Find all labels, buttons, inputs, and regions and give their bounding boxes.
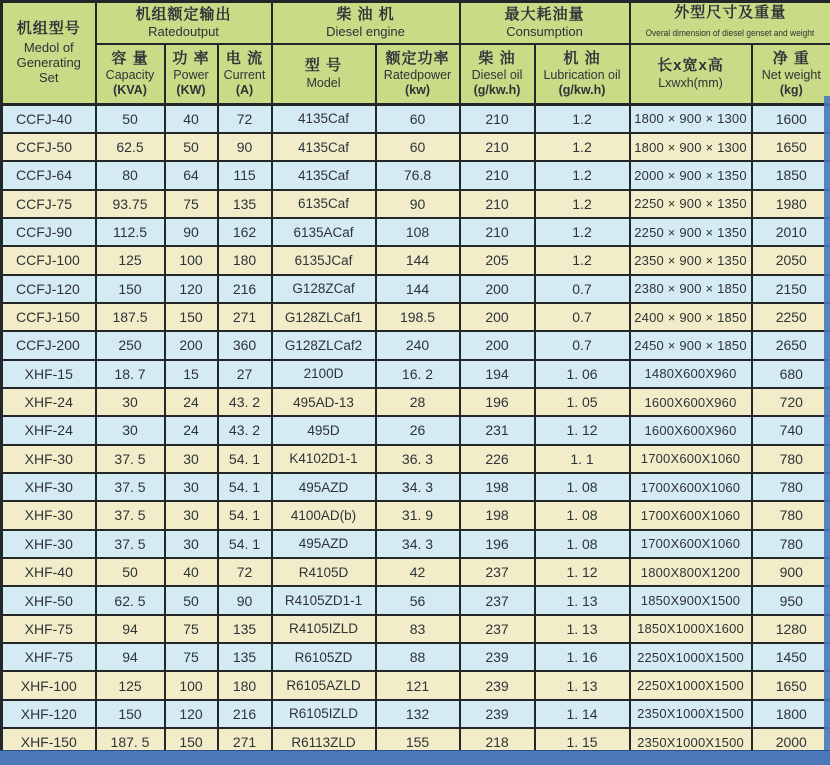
- group-ratedoutput-en: Ratedoutput: [148, 23, 219, 39]
- cell-capacity: 125: [96, 246, 165, 274]
- cell-weight: 2650: [752, 331, 830, 359]
- cell-diesel: 231: [460, 416, 535, 444]
- cell-ratedpower: 88: [376, 643, 460, 671]
- table-row: [2, 501, 830, 529]
- cell-power: 75: [165, 190, 218, 218]
- cell-weight: 1800: [752, 700, 830, 728]
- cell-weight: 1450: [752, 643, 830, 671]
- cell-current: 54. 1: [218, 445, 272, 473]
- cell-power: 24: [165, 416, 218, 444]
- cell-capacity: 94: [96, 615, 165, 643]
- header-capacity: 容 量 Capacity (KVA): [96, 44, 165, 105]
- cell-lube: 1. 06: [535, 360, 630, 388]
- cell-diesel: 239: [460, 700, 535, 728]
- cell-lube: 0.7: [535, 303, 630, 331]
- group-diesel-engine-en: Diesel engine: [326, 23, 405, 39]
- cell-model: XHF-30: [2, 530, 96, 558]
- cell-dims: 1700X600X1060: [630, 501, 752, 529]
- table-header: [2, 2, 830, 105]
- cell-lube: 0.7: [535, 275, 630, 303]
- cell-current: 135: [218, 615, 272, 643]
- cell-engine: G128ZLCaf2: [272, 331, 376, 359]
- cell-dims: 1700X600X1060: [630, 445, 752, 473]
- cell-current: 162: [218, 218, 272, 246]
- cell-dims: 2350X1000X1500: [630, 700, 752, 728]
- cell-lube: 1.2: [535, 218, 630, 246]
- table-row: [2, 360, 830, 388]
- cell-capacity: 50: [96, 105, 165, 133]
- cell-engine: R6105AZLD: [272, 671, 376, 699]
- cell-engine: 495D: [272, 416, 376, 444]
- cell-current: 115: [218, 161, 272, 189]
- cell-ratedpower: 16. 2: [376, 360, 460, 388]
- cell-lube: 1. 13: [535, 586, 630, 614]
- cell-dims: 1600X600X960: [630, 388, 752, 416]
- cell-dims: 1850X1000X1600: [630, 615, 752, 643]
- cell-dims: 2250X1000X1500: [630, 643, 752, 671]
- cell-lube: 1.2: [535, 105, 630, 133]
- cell-engine: 4135Caf: [272, 105, 376, 133]
- cell-weight: 780: [752, 445, 830, 473]
- cell-current: 54. 1: [218, 473, 272, 501]
- cell-engine: 495AD-13: [272, 388, 376, 416]
- cell-power: 75: [165, 643, 218, 671]
- cell-power: 50: [165, 586, 218, 614]
- cell-ratedpower: 34. 3: [376, 473, 460, 501]
- table-row: [2, 218, 830, 246]
- cell-model: CCFJ-100: [2, 246, 96, 274]
- header-group-diesel-engine: [272, 2, 460, 44]
- cell-weight: 2010: [752, 218, 830, 246]
- header-current: 电 流 Current (A): [218, 44, 272, 105]
- cell-diesel: 237: [460, 586, 535, 614]
- cell-dims: 1800 × 900 × 1300: [630, 133, 752, 161]
- cell-dims: 1600X600X960: [630, 416, 752, 444]
- table-row: [2, 700, 830, 728]
- cell-lube: 1.2: [535, 246, 630, 274]
- cell-dims: 2250 × 900 × 1350: [630, 190, 752, 218]
- cell-lube: 1. 1: [535, 445, 630, 473]
- cell-lube: 1. 16: [535, 643, 630, 671]
- cell-weight: 900: [752, 558, 830, 586]
- header-group-consumption: [460, 2, 630, 44]
- cell-power: 24: [165, 388, 218, 416]
- cell-capacity: 18. 7: [96, 360, 165, 388]
- header-group-row: [2, 2, 830, 44]
- cell-power: 120: [165, 275, 218, 303]
- cell-engine: 495AZD: [272, 530, 376, 558]
- cell-ratedpower: 34. 3: [376, 530, 460, 558]
- cell-current: 54. 1: [218, 501, 272, 529]
- table-row: [2, 161, 830, 189]
- cell-ratedpower: 144: [376, 275, 460, 303]
- cell-weight: 2150: [752, 275, 830, 303]
- cell-current: 135: [218, 190, 272, 218]
- cell-power: 30: [165, 473, 218, 501]
- cell-engine: G128ZLCaf1: [272, 303, 376, 331]
- header-sub-row: [2, 44, 830, 105]
- cell-ratedpower: 240: [376, 331, 460, 359]
- cell-ratedpower: 132: [376, 700, 460, 728]
- cell-diesel: 226: [460, 445, 535, 473]
- cell-model: CCFJ-120: [2, 275, 96, 303]
- cell-current: 43. 2: [218, 416, 272, 444]
- cell-engine: R6113ZLD: [272, 728, 376, 756]
- cell-weight: 2050: [752, 246, 830, 274]
- cell-ratedpower: 26: [376, 416, 460, 444]
- table-row: [2, 586, 830, 614]
- cell-model: XHF-150: [2, 728, 96, 756]
- cell-diesel: 194: [460, 360, 535, 388]
- cell-lube: 1. 08: [535, 473, 630, 501]
- cell-weight: 2250: [752, 303, 830, 331]
- group-consumption-zh: 最大耗油量: [504, 5, 585, 23]
- cell-model: XHF-40: [2, 558, 96, 586]
- cell-dims: 1800 × 900 × 1300: [630, 105, 752, 133]
- header-group-dimension-weight: [630, 2, 830, 44]
- table-row: [2, 303, 830, 331]
- cell-capacity: 187.5: [96, 303, 165, 331]
- cell-engine: G128ZCaf: [272, 275, 376, 303]
- group-dimension-weight-en: Overal dimension of diesel genset and weight: [645, 28, 815, 40]
- cell-current: 54. 1: [218, 530, 272, 558]
- cell-diesel: 196: [460, 530, 535, 558]
- cell-diesel: 205: [460, 246, 535, 274]
- cell-power: 30: [165, 501, 218, 529]
- cell-capacity: 150: [96, 275, 165, 303]
- cell-diesel: 210: [460, 105, 535, 133]
- cell-current: 43. 2: [218, 388, 272, 416]
- cell-capacity: 37. 5: [96, 445, 165, 473]
- table-row: [2, 615, 830, 643]
- cell-diesel: 196: [460, 388, 535, 416]
- cell-lube: 1. 13: [535, 615, 630, 643]
- table-row: [2, 246, 830, 274]
- header-engine-model: 型 号 Model: [272, 44, 376, 105]
- cell-model: XHF-15: [2, 360, 96, 388]
- header-diesel-oil: 柴 油 Diesel oil (g/kw.h): [460, 44, 535, 105]
- header-group-ratedoutput: [96, 2, 272, 44]
- cell-ratedpower: 36. 3: [376, 445, 460, 473]
- cell-lube: 1. 08: [535, 501, 630, 529]
- cell-current: 216: [218, 700, 272, 728]
- table-row: [2, 671, 830, 699]
- cell-capacity: 30: [96, 388, 165, 416]
- cell-model: XHF-75: [2, 615, 96, 643]
- cell-capacity: 30: [96, 416, 165, 444]
- cell-capacity: 94: [96, 643, 165, 671]
- cell-weight: 680: [752, 360, 830, 388]
- cell-engine: K4102D1-1: [272, 445, 376, 473]
- scan-edge-bottom: [0, 750, 830, 758]
- cell-weight: 740: [752, 416, 830, 444]
- cell-model: CCFJ-150: [2, 303, 96, 331]
- cell-diesel: 210: [460, 218, 535, 246]
- cell-current: 90: [218, 133, 272, 161]
- cell-model: XHF-30: [2, 445, 96, 473]
- cell-engine: 6135Caf: [272, 190, 376, 218]
- cell-model: XHF-75: [2, 643, 96, 671]
- cell-lube: 1. 08: [535, 530, 630, 558]
- cell-weight: 1980: [752, 190, 830, 218]
- cell-lube: 1. 14: [535, 700, 630, 728]
- cell-model: CCFJ-40: [2, 105, 96, 133]
- cell-weight: 1850: [752, 161, 830, 189]
- cell-dims: 2000 × 900 × 1350: [630, 161, 752, 189]
- group-ratedoutput-zh: 机组额定输出: [135, 5, 232, 23]
- cell-capacity: 37. 5: [96, 473, 165, 501]
- cell-weight: 780: [752, 530, 830, 558]
- cell-current: 180: [218, 671, 272, 699]
- cell-model: CCFJ-200: [2, 331, 96, 359]
- cell-diesel: 237: [460, 558, 535, 586]
- cell-power: 30: [165, 530, 218, 558]
- cell-dims: 2400 × 900 × 1850: [630, 303, 752, 331]
- header-lubrication-oil: 机 油 Lubrication oil (g/kw.h): [535, 44, 630, 105]
- cell-capacity: 62.5: [96, 133, 165, 161]
- cell-power: 100: [165, 246, 218, 274]
- cell-dims: 1850X900X1500: [630, 586, 752, 614]
- header-model-of-generating-set: [2, 2, 96, 105]
- cell-lube: 1. 12: [535, 416, 630, 444]
- cell-diesel: 200: [460, 303, 535, 331]
- cell-power: 120: [165, 700, 218, 728]
- cell-engine: R4105IZLD: [272, 615, 376, 643]
- cell-engine: 6135JCaf: [272, 246, 376, 274]
- cell-model: XHF-30: [2, 473, 96, 501]
- cell-current: 216: [218, 275, 272, 303]
- cell-current: 271: [218, 303, 272, 331]
- cell-capacity: 50: [96, 558, 165, 586]
- cell-model: XHF-30: [2, 501, 96, 529]
- cell-ratedpower: 28: [376, 388, 460, 416]
- cell-dims: 2380 × 900 × 1850: [630, 275, 752, 303]
- cell-engine: 2100D: [272, 360, 376, 388]
- cell-ratedpower: 31. 9: [376, 501, 460, 529]
- cell-dims: 1800X800X1200: [630, 558, 752, 586]
- cell-power: 15: [165, 360, 218, 388]
- cell-engine: R6105IZLD: [272, 700, 376, 728]
- cell-engine: 4135Caf: [272, 133, 376, 161]
- cell-engine: 4135Caf: [272, 161, 376, 189]
- table-row: [2, 473, 830, 501]
- cell-ratedpower: 155: [376, 728, 460, 756]
- cell-dims: 2350 × 900 × 1350: [630, 246, 752, 274]
- cell-diesel: 210: [460, 161, 535, 189]
- cell-model: XHF-100: [2, 671, 96, 699]
- cell-dims: 2450 × 900 × 1850: [630, 331, 752, 359]
- cell-model: XHF-24: [2, 416, 96, 444]
- cell-diesel: 200: [460, 275, 535, 303]
- cell-power: 30: [165, 445, 218, 473]
- cell-current: 360: [218, 331, 272, 359]
- table-row: [2, 558, 830, 586]
- cell-capacity: 187. 5: [96, 728, 165, 756]
- cell-current: 27: [218, 360, 272, 388]
- cell-model: XHF-50: [2, 586, 96, 614]
- table-row: [2, 105, 830, 133]
- table-row: [2, 643, 830, 671]
- cell-power: 50: [165, 133, 218, 161]
- cell-power: 100: [165, 671, 218, 699]
- cell-diesel: 200: [460, 331, 535, 359]
- cell-diesel: 198: [460, 501, 535, 529]
- cell-power: 150: [165, 303, 218, 331]
- cell-lube: 1. 05: [535, 388, 630, 416]
- cell-weight: 1280: [752, 615, 830, 643]
- table-row: [2, 133, 830, 161]
- cell-lube: 1.2: [535, 190, 630, 218]
- cell-lube: 1. 12: [535, 558, 630, 586]
- header-lxwxh: 长x宽x高 Lxwxh(mm): [630, 44, 752, 105]
- cell-dims: 2350X1000X1500: [630, 728, 752, 756]
- cell-diesel: 239: [460, 643, 535, 671]
- scan-edge-right: [824, 96, 830, 758]
- cell-current: 72: [218, 105, 272, 133]
- table-row: [2, 190, 830, 218]
- cell-lube: 1. 15: [535, 728, 630, 756]
- cell-lube: 1. 13: [535, 671, 630, 699]
- cell-engine: R4105D: [272, 558, 376, 586]
- cell-model: XHF-24: [2, 388, 96, 416]
- cell-current: 180: [218, 246, 272, 274]
- cell-ratedpower: 108: [376, 218, 460, 246]
- cell-power: 90: [165, 218, 218, 246]
- cell-model: CCFJ-90: [2, 218, 96, 246]
- cell-lube: 1.2: [535, 133, 630, 161]
- cell-dims: 1700X600X1060: [630, 473, 752, 501]
- table-row: [2, 331, 830, 359]
- cell-ratedpower: 121: [376, 671, 460, 699]
- cell-current: 72: [218, 558, 272, 586]
- cell-engine: 495AZD: [272, 473, 376, 501]
- cell-current: 271: [218, 728, 272, 756]
- cell-model: XHF-120: [2, 700, 96, 728]
- cell-power: 200: [165, 331, 218, 359]
- cell-ratedpower: 42: [376, 558, 460, 586]
- cell-weight: 950: [752, 586, 830, 614]
- cell-capacity: 150: [96, 700, 165, 728]
- cell-model: CCFJ-50: [2, 133, 96, 161]
- cell-capacity: 125: [96, 671, 165, 699]
- cell-weight: 780: [752, 473, 830, 501]
- cell-dims: 2250 × 900 × 1350: [630, 218, 752, 246]
- group-dimension-weight-zh: 外型尺寸及重量: [674, 4, 787, 22]
- table-row: [2, 416, 830, 444]
- cell-dims: 1700X600X1060: [630, 530, 752, 558]
- cell-engine: 4100AD(b): [272, 501, 376, 529]
- header-ratedpower: 额定功率 Ratedpower (kw): [376, 44, 460, 105]
- cell-power: 64: [165, 161, 218, 189]
- cell-weight: 1650: [752, 671, 830, 699]
- cell-engine: R6105ZD: [272, 643, 376, 671]
- cell-ratedpower: 56: [376, 586, 460, 614]
- cell-power: 40: [165, 105, 218, 133]
- cell-ratedpower: 144: [376, 246, 460, 274]
- cell-model: CCFJ-64: [2, 161, 96, 189]
- table-row: [2, 445, 830, 473]
- table-row: [2, 388, 830, 416]
- table-row: [2, 530, 830, 558]
- cell-diesel: 210: [460, 190, 535, 218]
- cell-capacity: 37. 5: [96, 530, 165, 558]
- header-power: 功 率 Power (KW): [165, 44, 218, 105]
- table-row: [2, 275, 830, 303]
- cell-diesel: 239: [460, 671, 535, 699]
- cell-weight: 2000: [752, 728, 830, 756]
- cell-dims: 2250X1000X1500: [630, 671, 752, 699]
- cell-engine: 6135ACaf: [272, 218, 376, 246]
- cell-lube: 1.2: [535, 161, 630, 189]
- cell-capacity: 80: [96, 161, 165, 189]
- cell-capacity: 93.75: [96, 190, 165, 218]
- cell-current: 90: [218, 586, 272, 614]
- cell-power: 75: [165, 615, 218, 643]
- cell-dims: 1480X600X960: [630, 360, 752, 388]
- cell-capacity: 250: [96, 331, 165, 359]
- cell-ratedpower: 83: [376, 615, 460, 643]
- cell-ratedpower: 90: [376, 190, 460, 218]
- cell-weight: 1650: [752, 133, 830, 161]
- cell-power: 150: [165, 728, 218, 756]
- cell-capacity: 112.5: [96, 218, 165, 246]
- cell-diesel: 210: [460, 133, 535, 161]
- cell-power: 40: [165, 558, 218, 586]
- cell-model: CCFJ-75: [2, 190, 96, 218]
- group-diesel-engine-zh: 柴 油 机: [336, 5, 395, 23]
- header-model-zh: 机组型号: [16, 20, 81, 38]
- cell-current: 135: [218, 643, 272, 671]
- cell-capacity: 37. 5: [96, 501, 165, 529]
- cell-diesel: 198: [460, 473, 535, 501]
- cell-lube: 0.7: [535, 331, 630, 359]
- cell-ratedpower: 198.5: [376, 303, 460, 331]
- cell-ratedpower: 60: [376, 105, 460, 133]
- cell-ratedpower: 76.8: [376, 161, 460, 189]
- cell-weight: 1600: [752, 105, 830, 133]
- group-consumption-en: Consumption: [506, 23, 583, 39]
- cell-engine: R4105ZD1-1: [272, 586, 376, 614]
- cell-weight: 720: [752, 388, 830, 416]
- header-net-weight: 净 重 Net weight (kg): [752, 44, 830, 105]
- cell-capacity: 62. 5: [96, 586, 165, 614]
- table-body: [2, 105, 830, 757]
- cell-weight: 780: [752, 501, 830, 529]
- cell-diesel: 218: [460, 728, 535, 756]
- cell-ratedpower: 60: [376, 133, 460, 161]
- cell-diesel: 237: [460, 615, 535, 643]
- header-model-en: Medol of Generating Set: [16, 39, 81, 85]
